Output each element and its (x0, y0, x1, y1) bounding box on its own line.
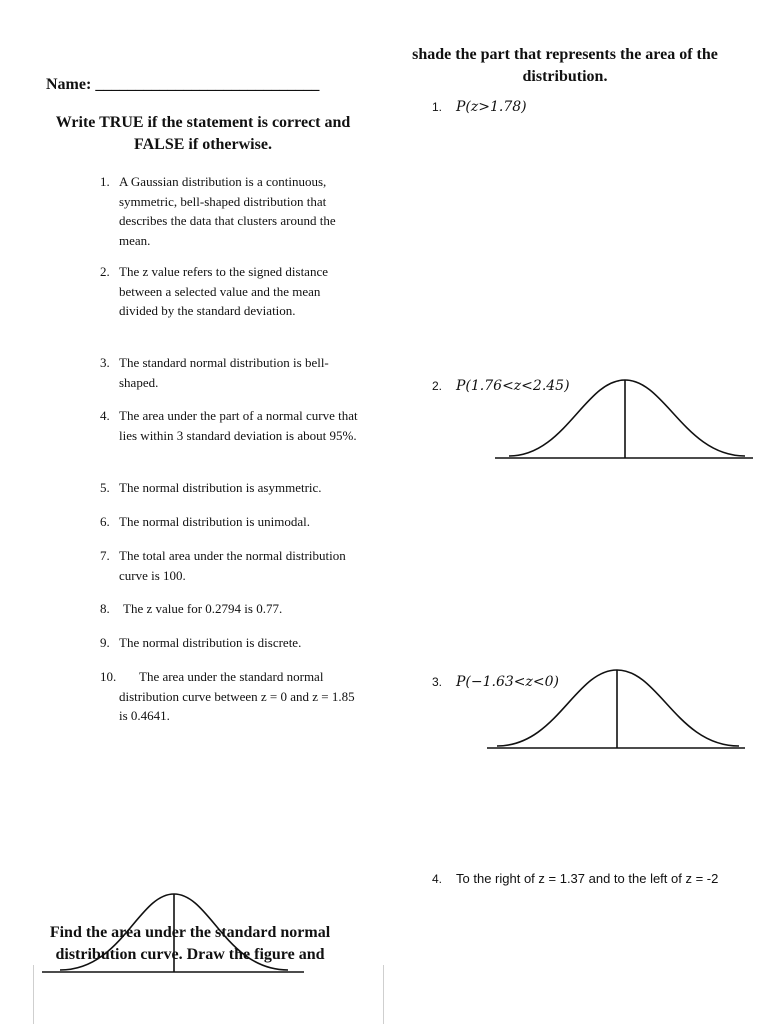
item-statement: The area under the part of a normal curve that lies within 3 standard deviation is about 95%. (119, 408, 358, 443)
item-statement: The z value for 0.2794 is 0.77. (123, 601, 283, 616)
problem-expression: P(1.76<z<2.45) (456, 378, 570, 394)
item-number: 9. (100, 635, 110, 650)
item-statement: The total area under the normal distribution curve is 100. (119, 548, 346, 583)
name-field-label: Name: ____________________________ (46, 76, 320, 93)
problem-expression: P(z>1.78) (456, 99, 527, 115)
problem-number: 1. (432, 100, 443, 114)
item-statement: A Gaussian distribution is a continuous, symmetric, bell-shaped distribution that describes the data that clusters around the mean. (119, 174, 336, 248)
list-item (100, 353, 362, 392)
normal-curve-3 (487, 666, 745, 752)
problem-1 (432, 99, 527, 116)
problem-expression: To the right of z = 1.37 and to the left of z = -2 (456, 871, 719, 886)
list-item (100, 512, 362, 532)
problem-number: 4. (432, 872, 443, 886)
problem-expression: P(−1.63<z<0) (456, 674, 560, 690)
true-false-instructions: Write TRUE if the statement is correct and FALSE if otherwise. (55, 114, 351, 153)
find-area-instructions: Find the area under the standard normal distribution curve. Draw the figure and (40, 922, 340, 966)
list-item (100, 546, 362, 585)
list-item (100, 172, 362, 250)
item-statement: The normal distribution is asymmetric. (119, 480, 322, 495)
problem-number: 3. (432, 675, 443, 689)
item-number: 7. (100, 548, 110, 563)
item-statement: The standard normal distribution is bell-shaped. (119, 355, 329, 390)
normal-curve-overlay (42, 890, 304, 976)
list-item (100, 406, 362, 445)
item-number: 4. (100, 408, 110, 423)
column-divider-left (33, 965, 34, 1024)
item-statement: The area under the standard normal distribution curve between z = 0 and z = 1.85 is 0.4641. (119, 669, 355, 723)
list-item (100, 478, 362, 498)
item-number: 3. (100, 355, 110, 370)
list-item (100, 667, 362, 726)
item-number: 1. (100, 174, 110, 189)
item-statement: The z value refers to the signed distance between a selected value and the mean divided by the standard deviation. (119, 264, 328, 318)
normal-curve-2 (495, 376, 753, 462)
item-number: 8. (100, 601, 110, 616)
item-number: 5. (100, 480, 110, 495)
item-number: 10. (100, 669, 117, 684)
list-item (100, 262, 362, 321)
item-statement: The normal distribution is unimodal. (119, 514, 311, 529)
item-statement: The normal distribution is discrete. (119, 635, 302, 650)
item-number: 2. (100, 264, 110, 279)
column-divider-middle (383, 965, 384, 1024)
item-number: 6. (100, 514, 110, 529)
shading-instructions: shade the part that represents the area of the distribution. (412, 46, 718, 85)
list-item (100, 633, 362, 653)
problem-4 (432, 871, 718, 886)
problem-number: 2. (432, 379, 443, 393)
list-item (100, 599, 362, 619)
